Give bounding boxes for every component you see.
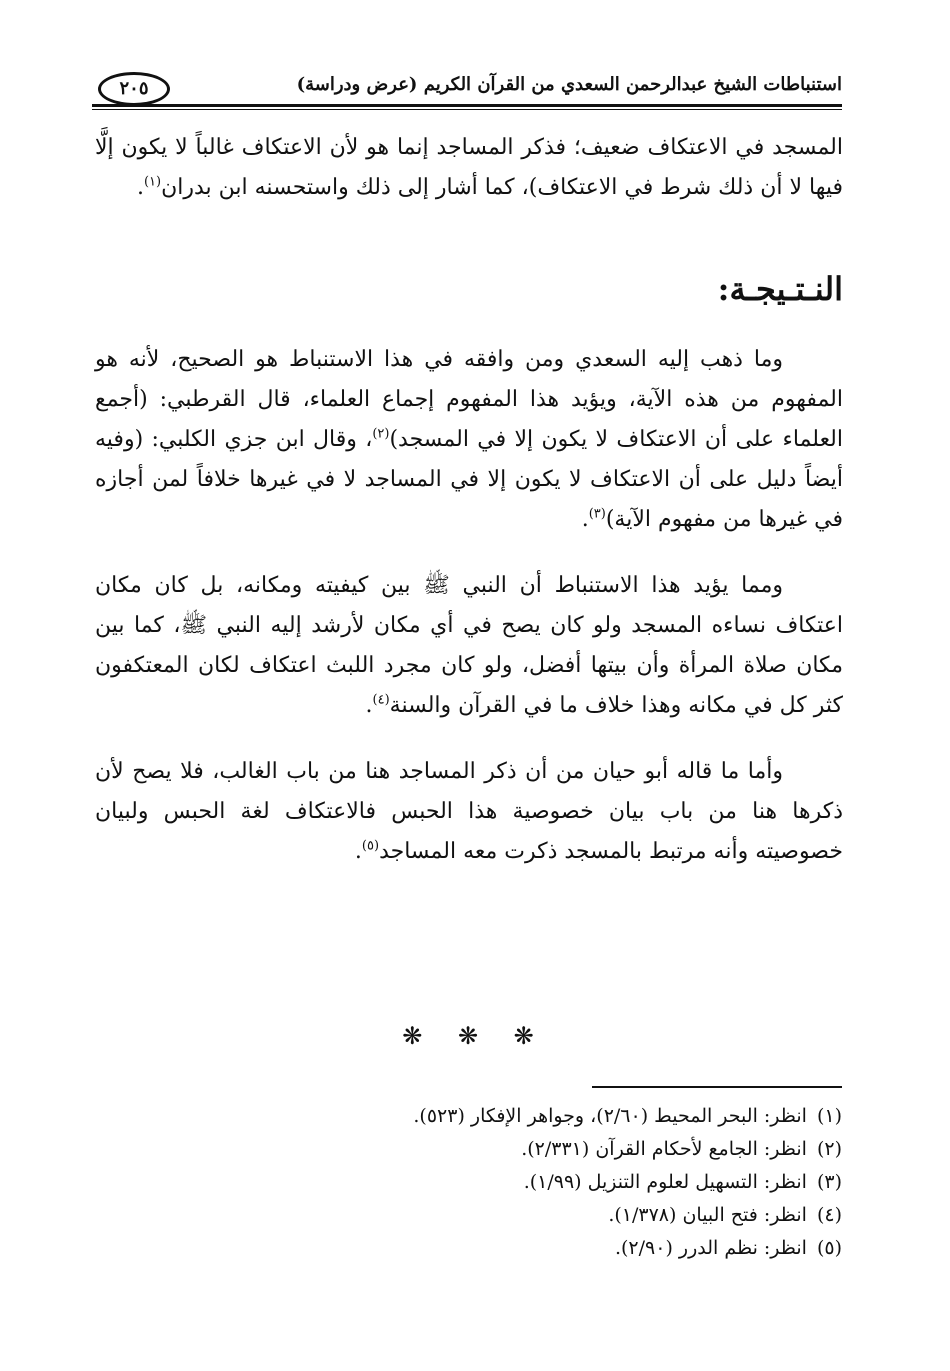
footnote-number: (٢) xyxy=(816,1138,842,1160)
section-heading: النـتـيجـة: xyxy=(717,270,843,308)
footnote-ref-5: (٥) xyxy=(361,838,380,854)
footnote-text: انظر: البحر المحيط (٢/٦٠)، وجواهر الإفكار (٥٢٣). xyxy=(413,1105,807,1127)
footnotes xyxy=(142,1100,842,1265)
paragraph-1 xyxy=(95,128,843,208)
paragraph-2-end: . xyxy=(581,507,589,532)
footnote-number: (٥) xyxy=(816,1237,842,1259)
footnote-1 xyxy=(142,1100,842,1133)
footnote-2 xyxy=(142,1133,842,1166)
body-text xyxy=(95,128,843,872)
paragraph-1-text: المسجد في الاعتكاف ضعيف؛ فذكر المساجد إنما هو لأن الاعتكاف غالباً لا يكون إلَّا فيها لا أن ذلك شرط في الاعتكاف)، كما أشار إلى ذلك واستحسنه ابن بدران xyxy=(95,135,843,200)
footnote-number: (٣) xyxy=(816,1171,842,1193)
footnote-text: انظر: نظم الدرر (٢/٩٠). xyxy=(614,1237,807,1259)
page-header xyxy=(92,66,842,110)
paragraph-1-end: . xyxy=(136,175,144,200)
footnote-ref-4: (٤) xyxy=(372,692,390,708)
paragraph-2 xyxy=(95,340,843,540)
paragraph-2-text-a: وما ذهب إليه السعدي ومن وافقه في هذا الاستنباط هو الصحيح، لأنه هو المفهوم من هذه الآية، ويؤيد هذا المفهوم إجماع العلماء، قال القرطبي: (أجمع العلماء على أن الاعتكاف لا يكون إلا في المسجد) xyxy=(95,347,843,452)
footnote-number: (٤) xyxy=(816,1204,842,1226)
running-title: استنباطات الشيخ عبدالرحمن السعدي من القرآن الكريم (عرض ودراسة) xyxy=(296,74,842,95)
footnote-text: انظر: فتح البيان (١/٣٧٨). xyxy=(608,1204,807,1226)
page-number: ٢٠٥ xyxy=(98,72,170,106)
paragraph-4-text: وأما ما قاله أبو حيان من أن ذكر المساجد هنا من باب الغالب، فلا يصح لأن ذكرها هنا من باب بيان خصوصية هذا الحبس فالاعتكاف لغة الحبس ولبيان خصوصيته وأنه مرتبط بالمسجد ذكرت معه المساجد xyxy=(95,759,843,864)
paragraph-3 xyxy=(95,566,843,726)
footnote-text: انظر: الجامع لأحكام القرآن (٢/٣٣١). xyxy=(521,1138,807,1160)
footnote-number: (١) xyxy=(816,1105,842,1127)
footnote-rule xyxy=(592,1086,842,1088)
footnote-3 xyxy=(142,1166,842,1199)
footnote-4 xyxy=(142,1199,842,1232)
header-rule xyxy=(92,104,842,110)
footnote-5 xyxy=(142,1232,842,1265)
paragraph-4 xyxy=(95,752,843,872)
paragraph-3-text: ومما يؤيد هذا الاستنباط أن النبي ﷺ بين كيفيته ومكانه، بل كان مكان اعتكاف نساءه المسجد ولو كان يصح في أي مكان لأرشد إليه النبي ﷺ، كما بين مكان صلاة المرأة وأن بيتها أفضل، ولو كان مجرد اللبث اعتكاف لكان المعتكفون كثر كل في مكانه وهذا خلاف ما في القرآن والسنة xyxy=(95,573,843,718)
footnote-ref-2: (٢) xyxy=(372,426,390,442)
footnote-ref-3: (٣) xyxy=(588,506,606,522)
paragraph-4-end: . xyxy=(354,839,362,864)
footnote-ref-1: (١) xyxy=(143,174,162,190)
paragraph-2-text-b: ، وقال ابن جزي الكلبي: (وفيه أيضاً دليل على أن الاعتكاف لا يكون إلا في المساجد لا في غيرها خلافاً لمن أجازه في غيرها من مفهوم الآية) xyxy=(95,427,843,532)
footnote-text: انظر: التسهيل لعلوم التنزيل (١/٩٩). xyxy=(523,1171,807,1193)
section-separator-icon: ❋ ❋ ❋ xyxy=(402,1022,548,1050)
paragraph-3-end: . xyxy=(365,693,373,718)
